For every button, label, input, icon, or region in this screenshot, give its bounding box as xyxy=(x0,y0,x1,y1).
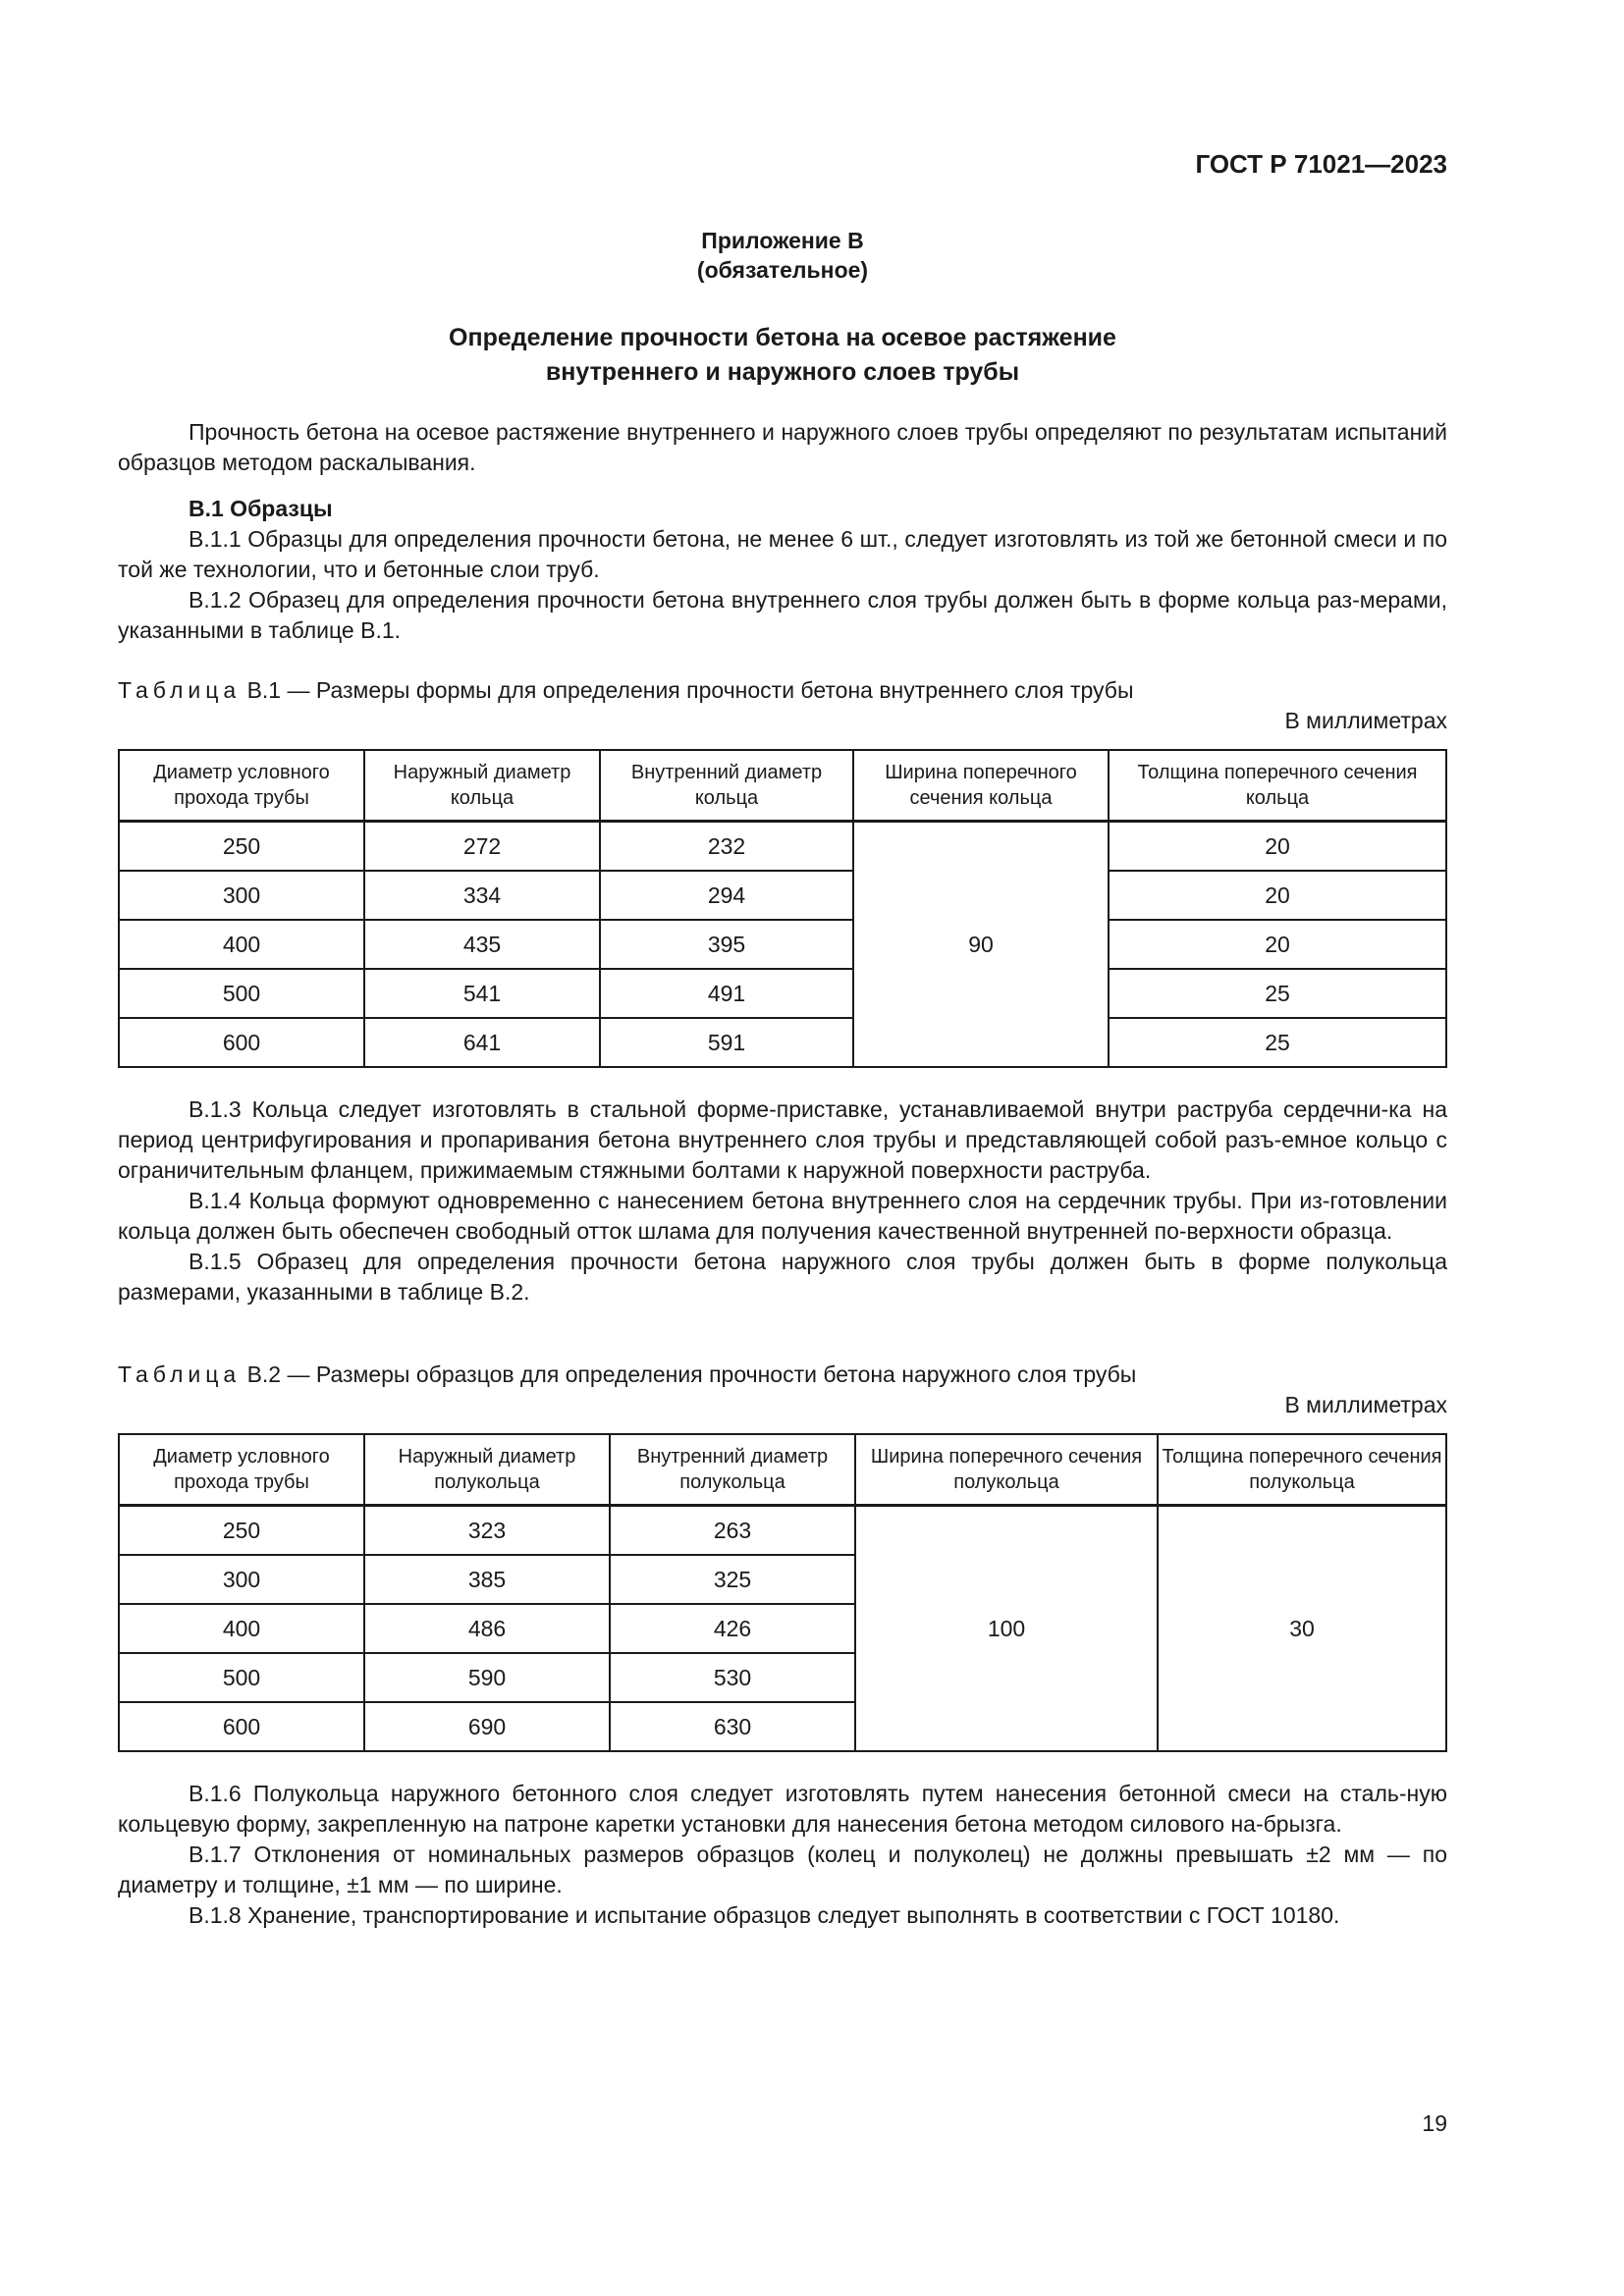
paragraph-b16: В.1.6 Полукольца наружного бетонного слоя следует изготовлять путем нанесения бетонной смеси на сталь-ную кольцевую форму, закрепленную на патроне каретки установки для нанесения бетона методом силового на-брызга. xyxy=(118,1781,1447,1837)
table-cell: 590 xyxy=(364,1653,610,1702)
table-cell: 600 xyxy=(119,1018,364,1067)
table1-container xyxy=(118,749,1447,1068)
subsection-title: В.1 Образцы xyxy=(189,496,333,521)
table1-caption-block xyxy=(118,675,1447,736)
table-cell: 400 xyxy=(119,1604,364,1653)
document-id: ГОСТ Р 71021—2023 xyxy=(1195,149,1447,179)
table1 xyxy=(118,749,1447,1068)
table2-units: В миллиметрах xyxy=(1284,1392,1447,1417)
table1-width-cell: 90 xyxy=(853,822,1109,1068)
table2-caption-label: Таблица xyxy=(118,1362,242,1387)
table-row xyxy=(119,920,1446,969)
table-cell: 300 xyxy=(119,1555,364,1604)
table-cell: 500 xyxy=(119,1653,364,1702)
table-cell: 20 xyxy=(1109,822,1446,872)
table-cell: 250 xyxy=(119,1506,364,1556)
table2-header-cell: Толщина поперечного сечения полукольца xyxy=(1158,1434,1446,1506)
table2-header-cell: Ширина поперечного сечения полукольца xyxy=(855,1434,1158,1506)
table-cell: 600 xyxy=(119,1702,364,1751)
table-cell: 690 xyxy=(364,1702,610,1751)
table-cell: 300 xyxy=(119,871,364,920)
table-cell: 20 xyxy=(1109,920,1446,969)
paragraph-b14: В.1.4 Кольца формуют одновременно с нанесением бетона внутреннего слоя на сердечник трубы. При из-готовлении кольца должен быть обеспечен свободный отток шлама для получения качественной внутренней по-верхности образца. xyxy=(118,1188,1447,1244)
table-cell: 294 xyxy=(600,871,853,920)
appendix-status: (обязательное) xyxy=(696,257,869,283)
table2-thickness-cell: 30 xyxy=(1158,1506,1446,1752)
table-cell: 491 xyxy=(600,969,853,1018)
table2-header-cell: Диаметр условного прохода трубы xyxy=(119,1434,364,1506)
table1-header-cell: Толщина поперечного сечения кольца xyxy=(1109,750,1446,822)
table2-caption-text: В.2 — Размеры образцов для определения прочности бетона наружного слоя трубы xyxy=(241,1362,1137,1387)
appendix-title: Приложение В xyxy=(701,228,864,253)
table-cell: 530 xyxy=(610,1653,855,1702)
table-cell: 641 xyxy=(364,1018,600,1067)
table-cell: 263 xyxy=(610,1506,855,1556)
table1-header-cell: Внутренний диаметр кольца xyxy=(600,750,853,822)
intro-block xyxy=(118,417,1447,478)
table-cell: 500 xyxy=(119,969,364,1018)
table-cell: 385 xyxy=(364,1555,610,1604)
table-cell: 630 xyxy=(610,1702,855,1751)
table2-caption-block xyxy=(118,1360,1447,1420)
section-title-line-1: Определение прочности бетона на осевое растяжение xyxy=(449,324,1116,351)
table-cell: 591 xyxy=(600,1018,853,1067)
table-cell: 435 xyxy=(364,920,600,969)
table-cell: 272 xyxy=(364,822,600,872)
table-row xyxy=(119,969,1446,1018)
table-row xyxy=(119,822,1446,872)
paragraphs-block-2 xyxy=(118,1095,1447,1308)
paragraph-b12: В.1.2 Образец для определения прочности бетона внутреннего слоя трубы должен быть в форме кольца раз-мерами, указанными в таблице В.1. xyxy=(118,587,1447,643)
table1-units: В миллиметрах xyxy=(1284,708,1447,733)
page-number: 19 xyxy=(1422,2110,1447,2136)
table-row xyxy=(119,1506,1446,1556)
table2-header-cell: Внутренний диаметр полукольца xyxy=(610,1434,855,1506)
table-cell: 334 xyxy=(364,871,600,920)
intro-paragraph: Прочность бетона на осевое растяжение внутреннего и наружного слоев трубы определяют по результатам испытаний образцов методом раскалывания. xyxy=(118,419,1447,475)
table2-header-cell: Наружный диаметр полукольца xyxy=(364,1434,610,1506)
table1-header-cell: Диаметр условного прохода трубы xyxy=(119,750,364,822)
table-cell: 250 xyxy=(119,822,364,872)
table2-caption xyxy=(118,1360,1447,1390)
paragraphs-block-3 xyxy=(118,1779,1447,1931)
table1-caption-label: Таблица xyxy=(118,677,242,703)
table-cell: 232 xyxy=(600,822,853,872)
table2-width-cell: 100 xyxy=(855,1506,1158,1752)
table-cell: 395 xyxy=(600,920,853,969)
table-cell: 325 xyxy=(610,1555,855,1604)
table1-header-cell: Наружный диаметр кольца xyxy=(364,750,600,822)
table-cell: 25 xyxy=(1109,969,1446,1018)
section-title-line-2: внутреннего и наружного слоев трубы xyxy=(545,358,1020,386)
table-cell: 426 xyxy=(610,1604,855,1653)
paragraph-b11: В.1.1 Образцы для определения прочности бетона, не менее 6 шт., следует изготовлять из той же бетонной смеси и по той же технологии, что и бетонные слои труб. xyxy=(118,526,1447,582)
paragraph-b18: В.1.8 Хранение, транспортирование и испытание образцов следует выполнять в соответствии с ГОСТ 10180. xyxy=(189,1902,1340,1928)
paragraph-b15: В.1.5 Образец для определения прочности бетона наружного слоя трубы должен быть в форме полукольца размерами, указанными в таблице В.2. xyxy=(118,1249,1447,1305)
appendix-heading xyxy=(118,226,1447,285)
table1-caption xyxy=(118,675,1447,706)
table1-header-cell: Ширина поперечного сечения кольца xyxy=(853,750,1109,822)
table-cell: 400 xyxy=(119,920,364,969)
table2 xyxy=(118,1433,1447,1752)
table-row xyxy=(119,871,1446,920)
paragraph-b17: В.1.7 Отклонения от номинальных размеров образцов (колец и полуколец) не должны превышать ±2 мм — по диаметру и толщине, ±1 мм — по ширине. xyxy=(118,1842,1447,1897)
table-cell: 541 xyxy=(364,969,600,1018)
paragraph-b13: В.1.3 Кольца следует изготовлять в стальной форме-приставке, устанавливаемой внутри раструба сердечни-ка на период центрифугирования и пропаривания бетона внутреннего слоя трубы и представляющей собой разъ-емное кольцо с ограничительным фланцем, прижимаемым стяжными болтами к наружной поверхности раструба. xyxy=(118,1096,1447,1183)
table-cell: 323 xyxy=(364,1506,610,1556)
subsection-block xyxy=(118,494,1447,646)
table-row xyxy=(119,1018,1446,1067)
table2-header-row xyxy=(119,1434,1446,1506)
table-cell: 486 xyxy=(364,1604,610,1653)
table1-header-row xyxy=(119,750,1446,822)
table2-container xyxy=(118,1433,1447,1752)
table-cell: 25 xyxy=(1109,1018,1446,1067)
table1-caption-text: В.1 — Размеры формы для определения прочности бетона внутреннего слоя трубы xyxy=(241,677,1134,703)
table-cell: 20 xyxy=(1109,871,1446,920)
section-title xyxy=(118,321,1447,390)
